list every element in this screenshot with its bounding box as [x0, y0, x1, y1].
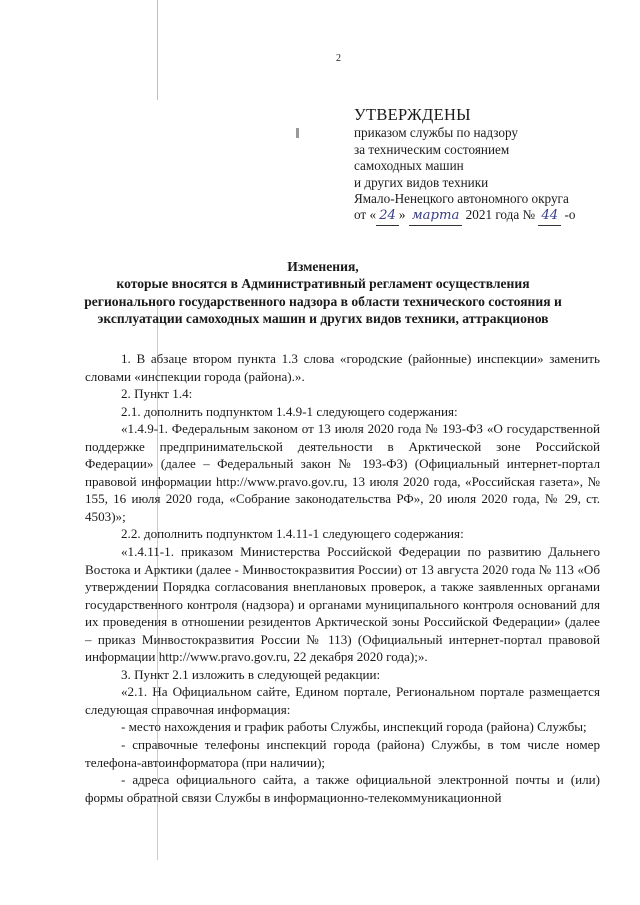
paragraph: 2. Пункт 1.4: — [121, 386, 193, 402]
page-number: 2 — [336, 53, 341, 64]
date-mid: » — [398, 207, 409, 223]
handwritten-number: 44 — [538, 208, 561, 225]
paragraph: 2.2. дополнить подпунктом 1.4.11-1 следующего содержания: — [121, 526, 464, 542]
handwritten-day: 24 — [376, 208, 399, 225]
approval-title: УТВЕРЖДЕНЫ — [354, 105, 471, 124]
heading-line: которые вносятся в Административный регламент осуществления — [116, 276, 530, 292]
paragraph: - адреса официального сайта, а также официальной электронной почты и (или) формы обратной связи Службы в информационно-телекоммуникационной — [85, 772, 600, 805]
scan-artifact-line — [157, 0, 158, 100]
number-suffix: -о — [561, 207, 576, 223]
approval-line: Ямало-Ненецкого автономного округа — [354, 191, 569, 207]
approval-block — [354, 107, 614, 226]
approval-line: за техническим состоянием — [354, 141, 510, 157]
paragraph: «2.1. На Официальном сайте, Едином портале, Региональном портале размещается следующая справочная информация: — [85, 684, 600, 717]
paragraph: - справочные телефоны инспекций города (района) Службы, в том числе номер телефона-автоинформатора (при наличии); — [85, 737, 600, 770]
approval-line: самоходных машин — [354, 158, 464, 174]
paragraph: 1. В абзаце втором пункта 1.3 слова «городские (районные) инспекции» заменить словами «инспекции города (района).». — [85, 351, 600, 384]
paragraph: 2.1. дополнить подпунктом 1.4.9-1 следующего содержания: — [121, 403, 458, 419]
date-prefix: от « — [354, 207, 377, 223]
approval-line: приказом службы по надзору — [354, 125, 519, 141]
paragraph: «1.4.9-1. Федеральным законом от 13 июля 2020 года № 193-ФЗ «О государственной поддержке предпринимательской деятельности в Арктической зоне Российской Федерации» (далее – Федеральный закон № 193-ФЗ) (Официальный интернет-портал правовой информации http://www.pravo.gov.ru, 13 июля 2020 года, «Российская газета», № 155, 16 июля 2020 года, «Собрание законодательства РФ», 20 июля 2020 года, № 29, ст. 4503)»; — [85, 421, 600, 524]
heading-line: Изменения, — [287, 259, 359, 274]
heading-line: регионального государственного надзора в области технического состояния и — [84, 293, 562, 309]
handwritten-month: марта — [409, 208, 463, 225]
heading-line: эксплуатации самоходных машин и других видов техники, аттракционов — [97, 311, 549, 327]
year-text: 2021 года № — [462, 207, 539, 223]
document-body — [85, 350, 600, 806]
paragraph: - место нахождения и график работы Службы, инспекций города (района) Службы; — [121, 719, 587, 735]
approval-line: и других видов техники — [354, 174, 489, 190]
scan-artifact-mark — [296, 128, 299, 138]
paragraph: 3. Пункт 2.1 изложить в следующей редакции: — [121, 666, 381, 682]
paragraph: «1.4.11-1. приказом Министерства Российской Федерации по развитию Дальнего Востока и Арктики (далее - Минвостокразвития России) от 13 августа 2020 года № 113 «Об утверждении Порядка согласования внеплановых проверок, а также заявленных органами государственного контроля (надзора) и органами муниципального контроля оснований для их проведения в отношении резидентов Арктической зоны Российской Федерации» (далее – приказ Минвостокразвития России № 113) (Официальный интернет-портал правовой информации http://www.pravo.gov.ru, 22 декабря 2020 года);». — [85, 544, 600, 665]
document-heading — [62, 258, 584, 328]
approval-date-line — [354, 207, 614, 225]
